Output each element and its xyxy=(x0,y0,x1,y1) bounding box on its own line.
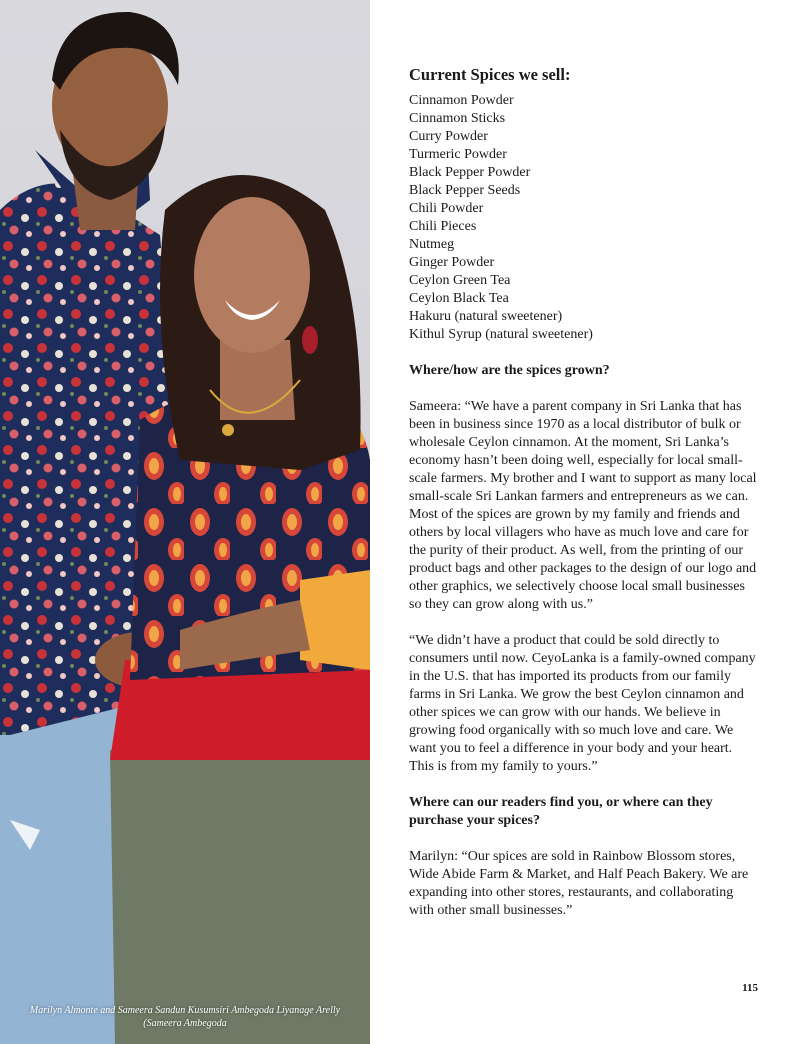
list-item: Cinnamon Sticks xyxy=(409,111,506,126)
photo-caption xyxy=(0,1004,370,1030)
list-item: Black Pepper Powder xyxy=(409,165,531,180)
question-where-purchase: Where can our readers find you, or where can they purchase your spices? xyxy=(409,795,713,828)
list-item: Curry Powder xyxy=(409,129,488,144)
list-item: Ceylon Green Tea xyxy=(409,273,511,288)
list-item: Ceylon Black Tea xyxy=(409,291,509,306)
list-item: Ginger Powder xyxy=(409,255,495,270)
answer-paragraph-3: Marilyn: “Our spices are sold in Rainbow Blossom stores, Wide Abide Farm & Market, and Half Peach Bakery. We are expanding into other stores, restaurants, and collaborating with other small businesses.” xyxy=(409,849,749,918)
list-item: Turmeric Powder xyxy=(409,147,507,162)
caption-line-1: Marilyn Almonte and Sameera Sandun Kusumsiri Ambegoda Liyanage Arelly xyxy=(29,1005,341,1016)
article-body xyxy=(409,64,759,938)
list-item: Nutmeg xyxy=(409,237,455,252)
list-item: Chili Powder xyxy=(409,201,484,216)
caption-line-2: (Sameera Ambegoda xyxy=(143,1018,227,1029)
page-number: 115 xyxy=(742,982,758,994)
list-item: Chili Pieces xyxy=(409,219,477,234)
question-where-grown: Where/how are the spices grown? xyxy=(409,363,610,378)
couple-photo xyxy=(0,0,370,1044)
list-item: Kithul Syrup (natural sweetener) xyxy=(409,327,593,342)
answer-paragraph-2: “We didn’t have a product that could be sold directly to consumers until now. CeyoLanka is a family-owned company in the U.S. that has imported its products from our family farms in Sri Lanka. We grow the best Ceylon cinnamon and other spices we can grow with our hands. We believe in growing food organically with so much love and care. We want you to feel a difference in your body and your heart. This is from my family to yours.” xyxy=(409,633,756,774)
list-item: Hakuru (natural sweetener) xyxy=(409,309,563,324)
list-item: Black Pepper Seeds xyxy=(409,183,521,198)
list-item: Cinnamon Powder xyxy=(409,93,514,108)
couple-photo-illustration xyxy=(0,0,370,1044)
spice-list xyxy=(409,92,759,344)
answer-paragraph-1: Sameera: “We have a parent company in Sri Lanka that has been in business since 1970 as a local distributor of bulk or wholesale Ceylon cinnamon. At the moment, Sri Lanka’s economy hasn’t been doing well, especially for local small-scale farmers. My brother and I want to support as many local small-scale Sri Lankan farmers and entrepreneurs as we can. Most of the spices are grown by my family and friends and others by local villagers who have as much love and care for the purity of their product. As well, from the printing of our product bags and other packages to the design of our logo and other graphics, we selectively choose local small businesses so they can grow along with us.” xyxy=(409,399,757,612)
spices-heading: Current Spices we sell: xyxy=(409,65,571,84)
